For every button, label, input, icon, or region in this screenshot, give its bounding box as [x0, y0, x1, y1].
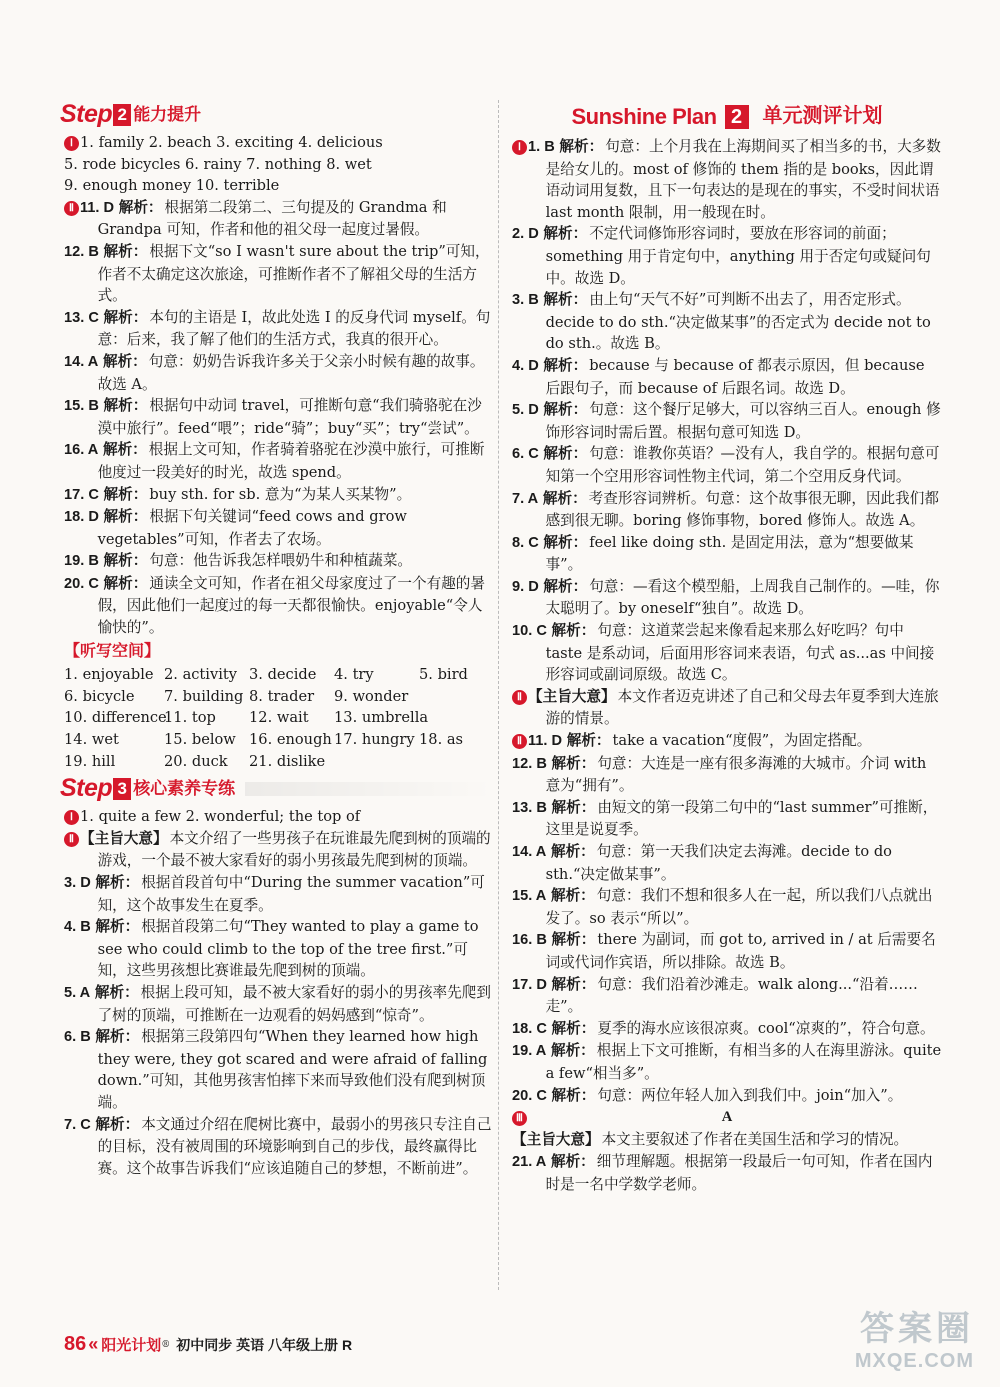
analysis-label: 解析： [95, 919, 140, 936]
step-title: 核心素养专练 [133, 779, 236, 799]
double-chevron-icon: « [88, 1334, 99, 1354]
answer-item [512, 355, 942, 399]
listen-title: 【听写空间】 [64, 642, 161, 660]
step-label: Step [60, 100, 113, 129]
listen-cell: 2. activity [164, 666, 237, 684]
analysis-label: 解析： [550, 1043, 595, 1060]
answer-item [512, 576, 942, 620]
answer-item [64, 197, 494, 241]
listen-grid [64, 664, 494, 772]
analysis-label: 解析： [559, 139, 604, 155]
answer-number: 18. D [64, 509, 99, 526]
answer-number: 11. D [528, 733, 563, 750]
analysis-text: 不定代词修饰形容词时，要放在形容词的前面；something 用于肯定句中，anything 用于否定句或疑问句中。故选 D。 [545, 225, 931, 287]
step-number: 3 [113, 778, 131, 800]
watermark-url: MXQE.COM [854, 1350, 974, 1372]
answer-item [64, 307, 494, 351]
analysis-label: 解析： [543, 534, 588, 551]
answer-number: 3. B [512, 292, 539, 309]
answer-item [512, 1018, 942, 1041]
analysis-text: 本文通过介绍在爬树比赛中，最弱小的男孩只专注自己的目标，没有被周围的环境影响到自己的步伐，最终赢得比赛。这个故事告诉我们“应该追随自己的梦想，不断前进”。 [97, 1115, 492, 1177]
analysis-label: 解析： [543, 578, 588, 595]
answer-item [64, 439, 494, 483]
analysis-text: 句意：这个餐厅足够大，可以容纳三百人。enough 修饰形容词时需后置。根据句意可知选 D。 [545, 401, 941, 441]
section-roman-icon: Ⅱ [64, 832, 79, 847]
answer-line: Ⅰ 1. family 2. beach 3. exciting 4. delicious [64, 132, 494, 154]
analysis-text: 根据第二段第二、三句提及的 Grandma 和 Grandpa 可知，作者和他的祖父母一起度过暑假。 [97, 198, 447, 239]
analysis-text: 句意：第一天我们决定去海滩。decide to do sth.“决定做某事”。 [545, 843, 892, 883]
answer-number: 14. A [512, 844, 547, 860]
plan-title: 单元测评计划 [762, 105, 883, 128]
analysis-text: because 与 because of 都表示原因，但 because 后跟句子，而 because of 后跟名词。故选 D。 [545, 356, 925, 397]
answer-item [64, 1026, 494, 1113]
listen-cell: 20. duck [164, 752, 228, 770]
answer-line: 5. rode bicycles 6. rainy 7. nothing 8. wet [64, 155, 372, 173]
passage-label: A [721, 1109, 733, 1126]
answer-item [512, 620, 942, 686]
analysis-label: 解析： [550, 888, 595, 905]
analysis-label: 解析： [95, 875, 140, 891]
listen-cell: 19. hill [64, 752, 116, 770]
analysis-text: 根据首段第二句“They wanted to play a game to see who could climb to the top of the tree first.”可知，这些男孩想比赛谁最先爬到树的顶端。 [97, 918, 479, 980]
analysis-label: 解析： [103, 575, 148, 592]
main-idea: 【主旨大意】 本文主要叙述了作者在美国生活和学习的情况。 [512, 1130, 909, 1148]
answer-item [512, 1085, 942, 1108]
answer-number: 12. B [512, 755, 547, 772]
listen-cell: 12. wait [249, 709, 309, 727]
analysis-text: 根据首段首句中“During the summer vacation”可知，这个故事发生在夏季。 [97, 874, 485, 914]
listen-cell: 4. try [334, 666, 374, 684]
right-items-1 [512, 136, 942, 686]
answer-item [512, 532, 942, 576]
step2-items [64, 197, 494, 639]
listen-cell: 16. enough [249, 731, 332, 749]
answer-number: 17. D [512, 976, 547, 993]
analysis-text: 由短文的第一段第二句中的“last summer”可推断，这里是说夏季。 [545, 798, 938, 839]
section-roman-icon: Ⅲ [512, 1111, 527, 1126]
main-idea: Ⅱ 【主旨大意】 本文作者迈克讲述了自己和父母去年夏季到大连旅游的情景。 [512, 686, 942, 730]
answer-number: 7. C [64, 1116, 91, 1133]
left-column [60, 100, 494, 1179]
answer-item [64, 241, 494, 307]
answer-number: 12. B [64, 243, 99, 260]
analysis-label: 解析： [95, 1116, 140, 1133]
answer-item [64, 395, 494, 439]
answer-item: 21. A 解析： 细节理解题。根据第一段最后一句可知，作者在国内时是一名中学数学老师。 [512, 1153, 933, 1193]
listen-cell: 6. bicycle [64, 687, 135, 705]
analysis-label: 解析： [102, 353, 147, 370]
answer-number: 14. A [64, 353, 99, 370]
answer-item [64, 484, 494, 507]
analysis-text: buy sth. for sb. 意为“为某人买某物”。 [149, 485, 412, 503]
footer [64, 1333, 352, 1356]
answer-line: 9. enough money 10. terrible [64, 177, 280, 195]
answer-item [64, 506, 494, 550]
answer-number: 16. A [64, 442, 99, 459]
page-number: 86 [64, 1333, 87, 1355]
listen-cell: 21. dislike [249, 752, 326, 770]
step2-header [60, 100, 494, 130]
answer-item [64, 982, 494, 1026]
section-3-line [512, 1107, 942, 1129]
analysis-text: 由上句“天气不好”可判断不出去了，用否定形式。decide to do sth.“决定做某事”的否定式为 decide not to do sth.。故选 B。 [545, 291, 931, 353]
analysis-label: 解析： [543, 292, 588, 309]
analysis-text: 句意：这道菜尝起来像看起来那么好吃吗？句中 taste 是系动词，后面用形容词来表语，句式 as...as 中间接形容词或副词原级。故选 C。 [545, 622, 935, 684]
answer-number: 19. A [512, 1043, 547, 1060]
listen-cell: 1. enjoyable [64, 666, 154, 684]
listen-cell: 5. bird [419, 666, 468, 684]
analysis-text: 根据下文“so I wasn't sure about the trip”可知，作者不太确定这次旅途，可推断作者不了解祖父母的生活方式。 [97, 242, 490, 305]
step-label: Step [60, 774, 113, 803]
listen-cell: 9. wonder [334, 687, 409, 705]
answer-item [512, 753, 942, 797]
answer-number: 10. C [512, 623, 547, 640]
analysis-text: 根据下句关键词“feed cows and grow vegetables”可知，作者去了农场。 [97, 508, 407, 548]
analysis-label: 解析： [103, 398, 148, 415]
analysis-label: 解析： [118, 199, 163, 216]
analysis-text: 根据句中动词 travel，可推断句意“我们骑骆驼在沙漠中旅行”。feed“喂”；ride“骑”；buy“买”；try“尝试”。 [97, 397, 482, 437]
answer-number: 17. C [64, 486, 99, 503]
analysis-label: 解析： [103, 553, 148, 570]
answer-number: 18. C [512, 1020, 547, 1037]
answer-item [512, 730, 942, 753]
analysis-label: 解析： [551, 1087, 596, 1104]
answer-number: 19. B [64, 553, 99, 570]
answer-item [512, 289, 942, 355]
answer-number: 15. B [64, 398, 99, 415]
registered-mark: ® [161, 1339, 171, 1350]
analysis-text: 句意：—看这个模型船，上周我自己制作的。—哇，你太聪明了。by oneself“独自”。故选 D。 [545, 577, 940, 618]
listen-cell: 11. top [164, 709, 216, 727]
section-roman-icon: Ⅱ [512, 690, 527, 705]
answer-number: 20. C [64, 575, 99, 592]
analysis-text: 根据上段可知，最不被大家看好的弱小的男孩率先爬到了树的顶端，可推断在一边观看的妈妈感到“惊奇”。 [97, 983, 491, 1024]
analysis-label: 解析： [551, 755, 596, 772]
analysis-text: 本句的主语是 I，故此处选 I 的反身代词 myself。句意：后来，我了解了他们的生活方式，我真的很开心。 [97, 308, 491, 349]
listen-cell [334, 751, 419, 773]
analysis-text: 夏季的海水应该很凉爽。cool“凉爽的”，符合句意。 [597, 1019, 935, 1037]
analysis-text: 句意：上个月我在上海期间买了相当多的书，大多数是给女儿的。most of 修饰的 them 指的是 books，因此谓语动词用复数，且下一句表达的是现在的事实，不受时间状语 last month 限制，用一般现在时。 [545, 138, 941, 221]
answer-item [512, 223, 942, 289]
answer-number: 20. C [512, 1087, 547, 1104]
listen-cell: 13. umbrella [334, 709, 429, 727]
answer-item [512, 136, 942, 223]
section-roman-icon: Ⅱ [512, 734, 527, 749]
analysis-label: 解析： [543, 226, 588, 243]
brand-name: 阳光计划 [101, 1337, 162, 1354]
right-column [512, 100, 942, 1196]
answer-number: 7. A [512, 490, 539, 507]
analysis-label: 解析： [102, 442, 147, 459]
step2-part1 [64, 132, 494, 197]
plan-header [512, 100, 942, 134]
analysis-text: feel like doing sth. 是固定用法，意为“想要做某事”。 [545, 533, 914, 574]
answer-number: 2. D [512, 226, 539, 243]
analysis-text: 句意：大连是一座有很多海滩的大城市。介词 with 意为“拥有”。 [545, 754, 927, 795]
analysis-text: 考查形容词辨析。句意：这个故事很无聊，因此我们都感到很无聊。boring 修饰事物，bored 修饰人。故选 A。 [545, 489, 939, 530]
answer-item [512, 797, 942, 841]
step3-items [64, 872, 494, 1179]
section-roman-icon: Ⅰ [512, 140, 527, 155]
analysis-label: 解析： [566, 733, 611, 750]
answer-item [512, 399, 942, 443]
answer-number: 6. B [64, 1029, 91, 1046]
analysis-label: 解析： [543, 357, 588, 374]
answer-item [64, 351, 494, 395]
answer-item [512, 443, 942, 487]
answer-number: 5. A [64, 984, 91, 1001]
analysis-label: 解析： [103, 309, 148, 326]
column-divider [498, 100, 499, 1290]
answer-number: 13. B [512, 799, 547, 816]
listen-cell: 8. trader [249, 687, 315, 705]
answer-number: 13. C [64, 309, 99, 326]
listen-cell: 7. building [164, 687, 244, 705]
answer-number: 15. A [512, 888, 547, 905]
analysis-text: 句意：他告诉我怎样喂奶牛和种植蔬菜。 [149, 552, 413, 570]
header-fade-decoration [245, 782, 494, 796]
analysis-text: 句意：谁教你英语？—没有人，我自学的。根据句意可知第一个空用形容词性物主代词，第二个空用反身代词。 [545, 445, 940, 485]
answer-item [64, 872, 494, 916]
listen-cell: 15. below [164, 731, 236, 749]
analysis-text: 句意：两位年轻人加入到我们中。join“加入”。 [597, 1086, 903, 1104]
answer-number: 16. B [512, 932, 547, 949]
listen-cell [419, 751, 494, 773]
listen-cell: 18. as [419, 731, 464, 749]
listen-cell: 3. decide [249, 666, 317, 684]
section-roman-icon: Ⅰ [64, 810, 79, 825]
answer-item [512, 974, 942, 1018]
listen-cell [419, 707, 494, 729]
answer-line: Ⅰ 1. quite a few 2. wonderful; the top of [64, 806, 494, 828]
listen-cell: 14. wet [64, 731, 119, 749]
answer-number: 4. D [512, 357, 539, 374]
answer-number: 5. D [512, 402, 539, 419]
analysis-label: 解析： [550, 844, 595, 860]
answer-item [512, 1040, 942, 1084]
plan-number: 2 [725, 105, 749, 129]
analysis-text: 句意：我们不想和很多人在一起，所以我们八点就出发了。so 表示“所以”。 [545, 887, 933, 927]
answer-number: 4. B [64, 919, 91, 936]
answer-number: 9. D [512, 578, 539, 595]
listen-cell [419, 686, 494, 708]
section-roman-icon: Ⅰ [64, 136, 79, 151]
analysis-label: 解析： [94, 984, 139, 1001]
answer-item [512, 841, 942, 885]
watermark-text: 答案圈 [860, 1309, 974, 1349]
analysis-text: 句意：奶奶告诉我许多关于父亲小时候有趣的故事。故选 A。 [97, 352, 485, 393]
answer-item [512, 929, 942, 973]
analysis-text: 通读全文可知，作者在祖父母家度过了一个有趣的暑假，因此他们一起度过的每一天都很愉快。enjoyable“令人愉快的”。 [97, 574, 485, 637]
analysis-label: 解析： [551, 1020, 596, 1037]
answer-item [512, 885, 942, 929]
answer-item [64, 550, 494, 573]
analysis-label: 解析： [551, 623, 596, 640]
section-roman-icon: Ⅱ [64, 201, 79, 216]
analysis-label: 解析： [551, 799, 596, 816]
right-items-2 [512, 730, 942, 1107]
analysis-text: 根据上下文可推断，有相当多的人在海里游泳。quite a few“相当多”。 [545, 1042, 942, 1082]
analysis-text: there 为副词，而 got to, arrived in / at 后需要名词或代词作宾语，所以排除。故选 B。 [545, 931, 936, 971]
answer-number: 6. C [512, 446, 539, 463]
answer-number: 3. D [64, 875, 91, 891]
listen-cell: 10. difference [64, 709, 167, 727]
analysis-text: 根据第三段第四句“When they learned how high they were, they got scared and were afraid of falling down.”可知，其他男孩害怕摔下来而导致他们没有爬到树顶端。 [97, 1028, 488, 1111]
analysis-text: 句意：我们沿着沙滩走。walk along...“沿着……走”。 [545, 975, 918, 1016]
answer-number: 11. D [80, 199, 115, 216]
main-idea: Ⅱ 【主旨大意】 本文介绍了一些男孩子在玩谁最先爬到树的顶端的游戏，一个最不被大家看好的弱小男孩最先爬到树的顶端。 [64, 828, 494, 872]
analysis-label: 解析： [551, 976, 596, 993]
answer-item [64, 573, 494, 639]
analysis-label: 解析： [551, 932, 596, 949]
analysis-label: 解析： [543, 446, 588, 463]
watermark-logo [844, 1301, 974, 1372]
answer-item [512, 488, 942, 532]
answer-item [64, 1114, 494, 1180]
analysis-label: 解析： [95, 1029, 140, 1046]
step-number: 2 [113, 104, 131, 126]
analysis-text: 根据上文可知，作者骑着骆驼在沙漠中旅行，可推断他度过一段美好的时光，故选 spend。 [97, 441, 485, 481]
analysis-text: take a vacation“度假”，为固定搭配。 [612, 732, 872, 750]
step-title: 能力提升 [133, 105, 202, 125]
analysis-label: 解析： [103, 486, 148, 503]
analysis-label: 解析： [542, 490, 587, 507]
step3-header [60, 774, 494, 804]
book-info: 初中同步 英语 八年级上册 R [176, 1336, 353, 1353]
analysis-label: 解析： [103, 509, 148, 526]
analysis-label: 解析： [103, 243, 148, 260]
listen-cell: 17. hungry [334, 731, 415, 749]
analysis-label: 解析： [543, 402, 588, 419]
answer-number: 1. B [528, 139, 555, 155]
answer-item [64, 916, 494, 982]
plan-label: Sunshine Plan [571, 104, 717, 130]
answer-number: 8. C [512, 534, 539, 551]
